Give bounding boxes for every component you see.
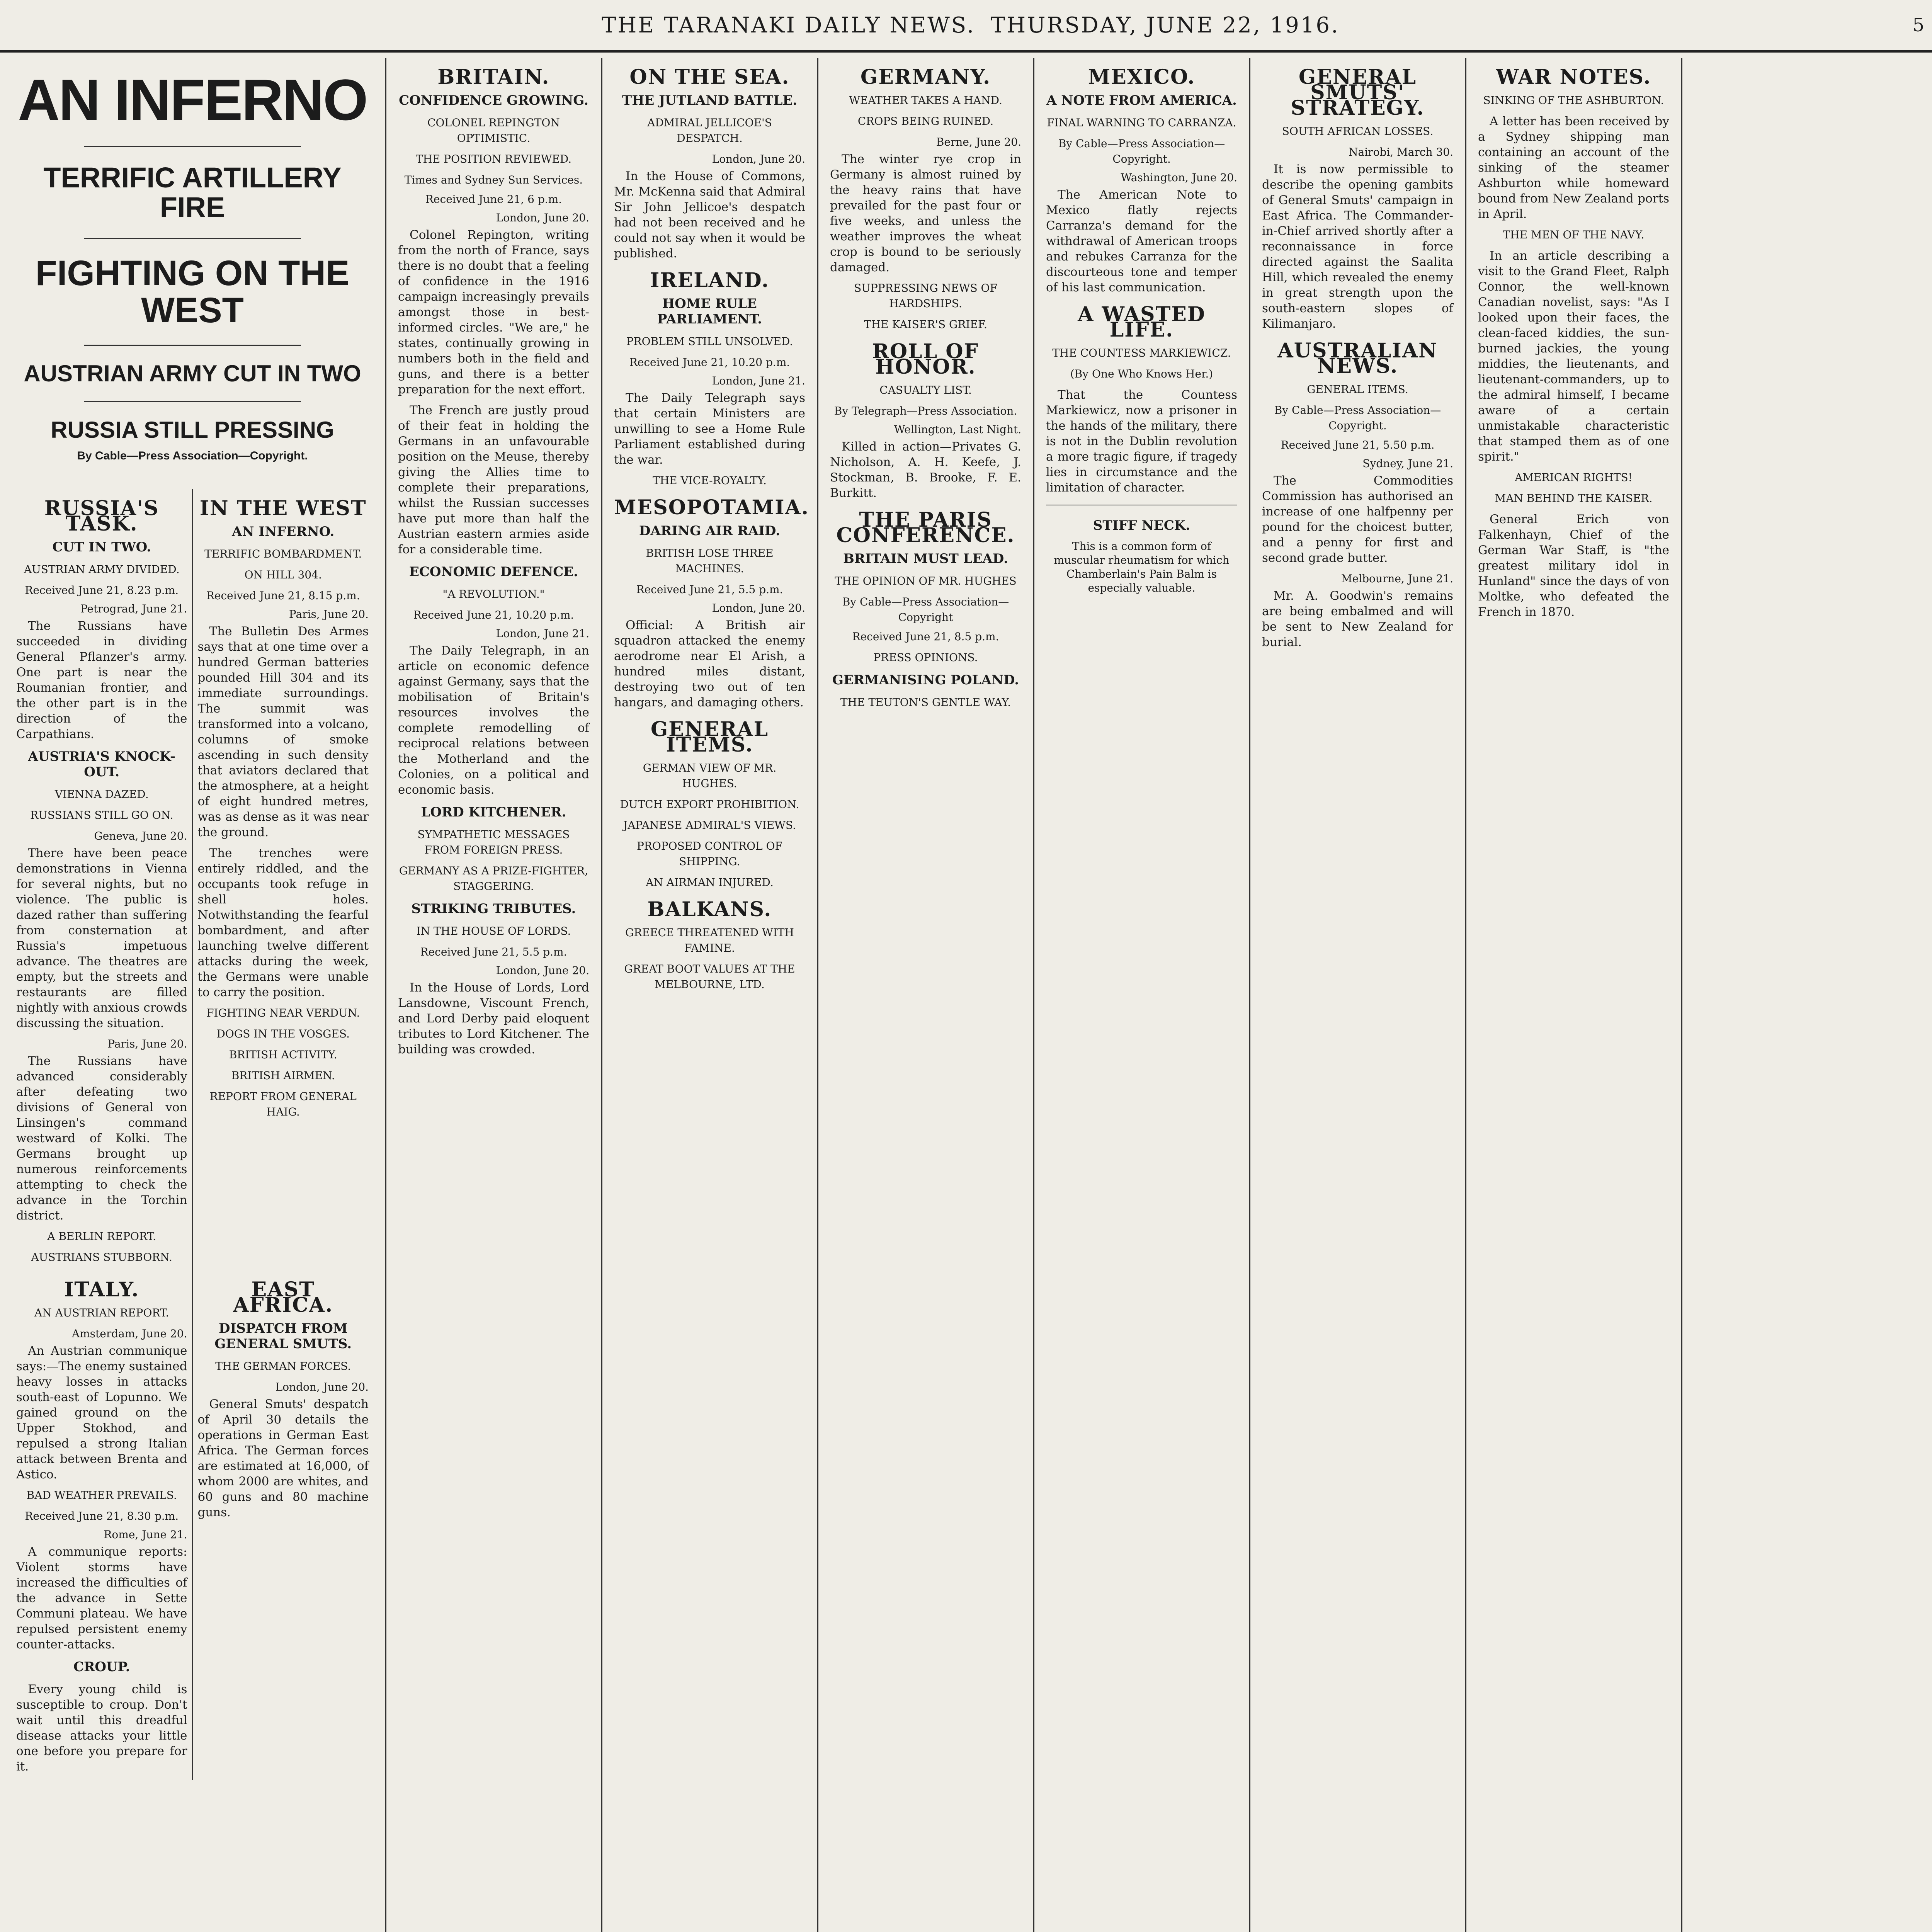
source-line: Times and Sydney Sun Services. xyxy=(404,173,583,186)
subheading: AN AIRMAN INJURED. xyxy=(646,876,774,889)
article-heading: IN THE WEST xyxy=(199,496,367,520)
paragraph: An Austrian communique says:—The enemy sustained heavy losses in attacks south-east of Lopunno. We gained ground on the Upper Stokhod, and repulsed a strong Italian attack between Brenta and Astico. xyxy=(16,1344,187,1481)
subheading: IN THE HOUSE OF LORDS. xyxy=(416,925,571,937)
article-heading: MEXICO. xyxy=(1088,65,1196,89)
headline-2: TERRIFIC ARTILLERY FIRE xyxy=(43,161,342,224)
subheading: THE POSITION REVIEWED. xyxy=(415,153,572,165)
column-3 xyxy=(602,58,818,1932)
article-heading: IRELAND. xyxy=(650,269,769,292)
column-8-margin xyxy=(1682,58,1932,1932)
byline: By Cable—Press Association—Copyright. xyxy=(77,449,308,463)
column-6 xyxy=(1250,58,1466,1932)
subheading: AUSTRIAN ARMY DIVIDED. xyxy=(24,563,180,576)
received-line: Received June 21, 8.23 p.m. xyxy=(25,583,179,597)
article-heading: ROLL OF HONOR. xyxy=(872,340,979,379)
subheading: THE GERMAN FORCES. xyxy=(215,1359,351,1372)
article-heading: ITALY. xyxy=(64,1277,139,1301)
dateline: London, June 20. xyxy=(712,153,805,165)
article-heading: ON THE SEA. xyxy=(629,65,790,89)
article-heading: RUSSIA'S TASK. xyxy=(44,496,159,536)
dateline: Berne, June 20. xyxy=(936,136,1021,148)
subheading: REPORT FROM GENERAL HAIG. xyxy=(209,1090,357,1118)
dateline: Paris, June 20. xyxy=(107,1037,187,1050)
received-line: Received June 21, 5.50 p.m. xyxy=(1281,439,1435,451)
article-heading: MESOPOTAMIA. xyxy=(614,496,809,519)
subheading: TERRIFIC BOMBARDMENT. xyxy=(204,547,362,560)
dateline: London, June 20. xyxy=(496,211,589,224)
dateline: Sydney, June 21. xyxy=(1362,457,1453,470)
column-5 xyxy=(1034,58,1250,1932)
paragraph: Official: A British air squadron attacked the enemy aerodrome near El Arish, a hundred miles distant, destroying two out of ten hangars, and damaging others. xyxy=(614,618,805,709)
subheading: AMERICAN RIGHTS! xyxy=(1515,471,1633,484)
subheading: CONFIDENCE GROWING. xyxy=(399,93,588,108)
dateline: London, June 20. xyxy=(712,602,805,614)
advert-text: This is a common form of muscular rheumatism for which Chamberlain's Pain Balm is especially valuable. xyxy=(1054,540,1230,594)
divider xyxy=(84,401,301,402)
divider xyxy=(84,146,301,147)
column-1-split xyxy=(12,489,373,1270)
byline: By Cable—Press Association—Copyright. xyxy=(1058,137,1225,165)
article-heading: EAST AFRICA. xyxy=(233,1277,333,1317)
dateline: Washington, June 20. xyxy=(1121,171,1237,184)
paragraph: Killed in action—Privates G. Nicholson, A. H. Keefe, J. Stockman, B. Brooke, F. E. Burkitt. xyxy=(830,440,1021,500)
subheading: BRITAIN MUST LEAD. xyxy=(843,551,1008,566)
paragraph: A letter has been received by a Sydney shipping man containing an account of the sinking of the steamer Ashburton while homeward bound from New Zealand ports in April. xyxy=(1478,114,1669,221)
subheading: AN INFERNO. xyxy=(232,524,335,539)
paragraph: The Daily Telegraph, in an article on economic defence against Germany, says that the mobilisation of Britain's resources involves the complete remodelling of reciprocal relations between the Motherland and the Colonies, on a political and economic basis. xyxy=(398,644,589,797)
subheading: THE KAISER'S GRIEF. xyxy=(864,318,987,331)
subheading: GERMAN VIEW OF MR. HUGHES. xyxy=(643,762,777,790)
subheading: THE VICE-ROYALTY. xyxy=(653,474,767,487)
subheading: PROPOSED CONTROL OF SHIPPING. xyxy=(636,840,783,868)
paragraph: There have been peace demonstrations in Vienna for several nights, but no violence. The public is dazed rather than suffering from consternation at Russia's impetuous advance. The theatres are empty, but the streets and restaurants are filled nightly with anxious crowds discussing the situation. xyxy=(16,846,187,1030)
headline-3: FIGHTING ON THE WEST xyxy=(35,253,350,330)
subheading: FINAL WARNING TO CARRANZA. xyxy=(1047,116,1236,129)
byline: By Cable—Press Association—Copyright xyxy=(842,595,1009,624)
subheading: WEATHER TAKES A HAND. xyxy=(849,94,1002,107)
dateline: Geneva, June 20. xyxy=(94,829,187,842)
paragraph: The trenches were entirely riddled, and the occupants took refuge in shell holes. Notwithstanding the fearful bombardment, and after launching twelve different attacks during the week, the Germans were unable to carry the position. xyxy=(197,846,369,999)
paragraph: In an article describing a visit to the Grand Fleet, Ralph Connor, the well-known Canadian novelist, says: "As I looked upon their faces, the clean-faced kiddies, the sun-burned jackies, the young middies, the lieutenants, and lieutenant-commanders, up to the admiral himself, I became aware of a certain unmistakable characteristic that stamped them as of one spirit." xyxy=(1478,249,1669,464)
subheading: GENERAL ITEMS. xyxy=(1307,383,1408,396)
subheading: SINKING OF THE ASHBURTON. xyxy=(1483,94,1664,107)
subheading: MAN BEHIND THE KAISER. xyxy=(1495,492,1653,505)
subheading: ECONOMIC DEFENCE. xyxy=(409,564,578,580)
advert-heading: STIFF NECK. xyxy=(1093,518,1190,533)
subheading: A BERLIN REPORT. xyxy=(47,1230,156,1243)
subheading: SOUTH AFRICAN LOSSES. xyxy=(1282,125,1434,138)
subheading: AUSTRIANS STUBBORN. xyxy=(31,1250,172,1264)
article-heading: WAR NOTES. xyxy=(1496,65,1651,89)
subheading: THE TEUTON'S GENTLE WAY. xyxy=(840,696,1011,709)
dateline: London, June 20. xyxy=(496,964,589,977)
subheading: GERMANISING POLAND. xyxy=(832,672,1019,688)
paragraph: The American Note to Mexico flatly rejects Carranza's demand for the withdrawal of American troops and rebukes Carranza for the discourteous tone and temper of his last communication. xyxy=(1046,188,1237,294)
subheading: CROPS BEING RUINED. xyxy=(857,115,994,128)
byline: By Cable—Press Association—Copyright. xyxy=(1274,404,1441,432)
subheading: COLONEL REPINGTON OPTIMISTIC. xyxy=(427,116,560,145)
headline-main: AN INFERNO xyxy=(18,67,367,132)
subheading: LORD KITCHENER. xyxy=(421,804,566,820)
dateline: London, June 20. xyxy=(275,1380,369,1393)
divider xyxy=(84,345,301,346)
subheading: BRITISH ACTIVITY. xyxy=(229,1048,337,1061)
subheading: JAPANESE ADMIRAL'S VIEWS. xyxy=(623,819,796,832)
article-heading: THE PARIS CONFERENCE. xyxy=(836,508,1015,547)
headline-4: AUSTRIAN ARMY CUT IN TWO xyxy=(24,361,361,387)
paragraph: In the House of Commons, Mr. McKenna said that Admiral Sir John Jellicoe's despatch had not been received and he could not say when it would be published. xyxy=(614,169,805,260)
paragraph: That the Countess Markiewicz, now a prisoner in the hands of the military, there is not in the Dublin revolution a more tragic figure, if tragedy lies in circumstance and the limitation of character. xyxy=(1046,388,1237,495)
subheading: GERMANY AS A PRIZE-FIGHTER, STAGGERING. xyxy=(399,864,588,893)
dateline: Melbourne, June 21. xyxy=(1341,572,1453,585)
divider xyxy=(84,238,301,239)
subheading: THE COUNTESS MARKIEWICZ. xyxy=(1052,347,1231,359)
subheading: (By One Who Knows Her.) xyxy=(1070,367,1213,380)
subheading: DISPATCH FROM GENERAL SMUTS. xyxy=(214,1320,352,1352)
paragraph: The Commodities Commission has authorised an increase of one halfpenny per pound for the choicest butter, and a penny for first and second grade butter. xyxy=(1262,474,1453,565)
east-africa-section xyxy=(193,1270,374,1780)
paragraph: The French are justly proud of their feat in holding the Germans in an unfavourable position on the Meuse, thereby giving the Allies time to complete their preparations, whilst the Russian successes have put more than half the Austrian eastern armies aside for a considerable time. xyxy=(398,403,589,556)
headline-stack xyxy=(12,67,373,463)
subheading: DUTCH EXPORT PROHIBITION. xyxy=(620,798,799,811)
column-7 xyxy=(1466,58,1682,1932)
subheading: THE JUTLAND BATTLE. xyxy=(622,93,798,108)
subheading: CUT IN TWO. xyxy=(52,539,151,555)
dateline: Rome, June 21. xyxy=(104,1528,187,1541)
article-heading: GENERAL ITEMS. xyxy=(650,718,769,757)
subheading: SYMPATHETIC MESSAGES FROM FOREIGN PRESS. xyxy=(417,828,570,856)
subheading: DARING AIR RAID. xyxy=(639,523,780,539)
subheading: BAD WEATHER PREVAILS. xyxy=(26,1488,177,1502)
subheading: FIGHTING NEAR VERDUN. xyxy=(206,1006,360,1019)
dateline: Nairobi, March 30. xyxy=(1349,146,1453,158)
subheading: AUSTRIA'S KNOCK-OUT. xyxy=(28,748,176,780)
subheading: ON HILL 304. xyxy=(244,568,322,581)
subheading: GREECE THREATENED WITH FAMINE. xyxy=(625,926,794,954)
dateline: Wellington, Last Night. xyxy=(894,423,1021,436)
paragraph: A communique reports: Violent storms have increased the difficulties of the advance in Sette Communi plateau. We have repulsed persistent enemy counter-attacks. xyxy=(16,1544,187,1651)
dateline: Petrograd, June 21. xyxy=(80,602,187,615)
subheading: "A REVOLUTION." xyxy=(442,588,545,600)
subheading: AN AUSTRIAN REPORT. xyxy=(34,1306,169,1319)
subheading: DOGS IN THE VOSGES. xyxy=(216,1027,350,1040)
advert-heading: GREAT BOOT VALUES AT THE MELBOURNE, LTD. xyxy=(624,963,795,991)
page-number: 5 xyxy=(1912,14,1926,36)
subheading: HOME RULE PARLIAMENT. xyxy=(657,296,762,327)
paragraph: The Daily Telegraph says that certain Ministers are unwilling to see a Home Rule Parliament established during the war. xyxy=(614,391,805,467)
received-line: Received June 21, 5.5 p.m. xyxy=(636,583,783,596)
headline-5: RUSSIA STILL PRESSING xyxy=(51,417,334,443)
article-heading: A WASTED LIFE. xyxy=(1078,303,1206,342)
paragraph: The Russians have advanced considerably after defeating two divisions of General von Linsingen's command westward of Kolki. The Germans brought up numerous reinforcements attempting to check the advance in the Torchin district. xyxy=(16,1054,187,1223)
article-heading: GENERAL SMUTS' STRATEGY. xyxy=(1291,65,1425,120)
paragraph: The winter rye crop in Germany is almost ruined by the heavy rains that have prevailed for the past four or five weeks, and unless the weather improves the wheat crop is bound to be seriously damaged. xyxy=(830,152,1021,274)
paragraph: In the House of Lords, Lord Lansdowne, Viscount French, and Lord Derby paid eloquent tributes to Lord Kitchener. The building was crowded. xyxy=(398,981,589,1056)
subheading: PROBLEM STILL UNSOLVED. xyxy=(626,335,793,348)
column-4 xyxy=(818,58,1034,1932)
received-line: Received June 21, 10.20 p.m. xyxy=(413,609,574,621)
received-line: Received June 21, 8.15 p.m. xyxy=(206,589,360,602)
advert-text: Every young child is susceptible to croup. Don't wait until this dreadful disease attacks your little one before you prepare for it. xyxy=(16,1682,187,1774)
received-line: Received June 21, 5.5 p.m. xyxy=(420,946,567,958)
subheading: BRITISH LOSE THREE MACHINES. xyxy=(646,547,774,575)
received-line: Received June 21, 10.20 p.m. xyxy=(629,356,790,369)
received-line: Received June 21, 6 p.m. xyxy=(425,193,562,206)
column-1-split-lower xyxy=(12,1270,373,1780)
dateline: London, June 21. xyxy=(496,627,589,640)
received-line: Received June 21, 8.5 p.m. xyxy=(852,630,999,643)
subheading: SUPPRESSING NEWS OF HARDSHIPS. xyxy=(854,282,997,310)
subheading: PRESS OPINIONS. xyxy=(873,651,978,664)
paper-name: THE TARANAKI DAILY NEWS. xyxy=(602,12,975,38)
dateline: Paris, June 20. xyxy=(289,607,369,621)
received-line: Received June 21, 8.30 p.m. xyxy=(25,1509,179,1522)
subheading: RUSSIANS STILL GO ON. xyxy=(30,808,173,821)
paragraph: General Erich von Falkenhayn, Chief of the German War Staff, is "the greatest military idol in Hunland" since the days of von Moltke, who defeated the French in 1870. xyxy=(1478,512,1669,619)
column-1-right xyxy=(193,489,374,1270)
subheading: STRIKING TRIBUTES. xyxy=(411,901,576,917)
subheading: THE OPINION OF MR. HUGHES xyxy=(835,575,1017,587)
dateline: Amsterdam, June 20. xyxy=(71,1327,187,1340)
paragraph: It is now permissible to describe the opening gambits of General Smuts' campaign in East Africa. The Commander-in-Chief arrived shortly after a reconnaissance in force directed against the Saalita Hill, which revealed the enemy in great strength upon the south-eastern slopes of Kilimanjaro. xyxy=(1262,162,1453,331)
article-heading: BRITAIN. xyxy=(437,65,550,89)
paragraph: The Russians have succeeded in dividing General Pflanzer's army. One part is near the Roumanian frontier, and the other part is in the direction of the Carpathians. xyxy=(16,619,187,741)
article-heading: BALKANS. xyxy=(647,898,772,921)
dateline: London, June 21. xyxy=(712,374,805,387)
subheading: THE MEN OF THE NAVY. xyxy=(1503,228,1645,241)
article-heading: AUSTRALIAN NEWS. xyxy=(1277,339,1438,378)
paragraph: General Smuts' despatch of April 30 details the operations in German East Africa. The German forces are estimated at 16,000, of whom 2000 are whites, and 60 guns and 80 machine guns. xyxy=(197,1397,369,1519)
italy-section xyxy=(12,1270,193,1780)
issue-date: THURSDAY, JUNE 22, 1916. xyxy=(991,12,1340,38)
subheading: VIENNA DAZED. xyxy=(54,787,149,801)
column-2 xyxy=(386,58,602,1932)
masthead xyxy=(0,0,1932,53)
paragraph: Colonel Repington, writing from the north of France, says there is no doubt that a feeling of confidence in the 1916 campaign increasingly prevails amongst those in best-informed circles. "We are," he states, continually growing in numbers both in the field and guns, and there is a better preparation for the next effort. xyxy=(398,228,589,396)
paragraph: Mr. A. Goodwin's remains are being embalmed and will be sent to New Zealand for burial. xyxy=(1262,589,1453,649)
subheading: A NOTE FROM AMERICA. xyxy=(1046,93,1237,108)
subheading: ADMIRAL JELLICOE'S DESPATCH. xyxy=(647,116,772,145)
byline: By Telegraph—Press Association. xyxy=(834,405,1017,417)
article-heading: GERMANY. xyxy=(860,65,991,89)
subheading: BRITISH AIRMEN. xyxy=(231,1069,335,1082)
advert-heading: CROUP. xyxy=(73,1659,130,1675)
subheading: CASUALTY LIST. xyxy=(879,384,972,396)
paragraph: The Bulletin Des Armes says that at one time over a hundred German batteries pounded Hill 304 and its immediate surroundings. The summit was transformed into a volcano, columns of smoke ascending in such density that aviators declared that the atmosphere, at a height of eight hundred metres, was as dense as it was near the ground. xyxy=(197,624,369,839)
column-1-left xyxy=(12,489,193,1270)
advert xyxy=(1046,505,1237,595)
column-1 xyxy=(0,58,386,1932)
